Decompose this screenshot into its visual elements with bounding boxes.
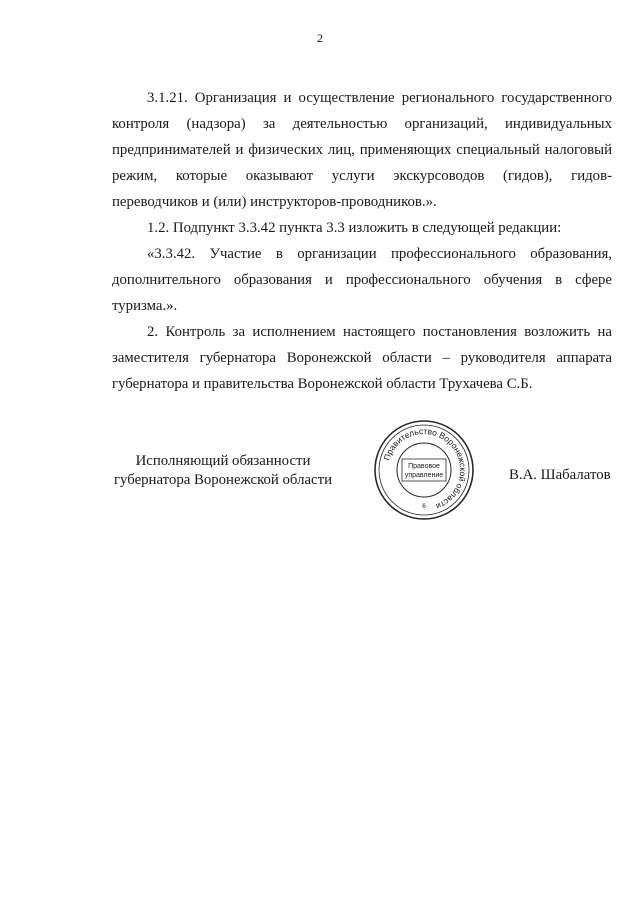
- body-line: 1.2. Подпункт 3.3.42 пункта 3.3 изложить в следующей редакции:: [147, 220, 562, 236]
- signatory-position: [108, 452, 338, 490]
- body-line: контроля (надзора) за деятельностью организаций, индивидуальных: [112, 116, 612, 132]
- stamp-center-line: управление: [404, 472, 444, 479]
- body-line: губернатора и правительства Воронежской области Трухачева С.Б.: [112, 376, 533, 392]
- stamp-number: 6: [422, 503, 426, 510]
- stamp-center-line: Правовое: [408, 463, 440, 470]
- body-line: «3.3.42. Участие в организации профессионального образования,: [147, 246, 612, 262]
- body-line: заместителя губернатора Воронежской области – руководителя аппарата: [112, 350, 612, 366]
- stamp-ring-text: Правительство Воронежской области: [381, 425, 469, 512]
- stamp-graphic: [369, 415, 479, 525]
- body-line: переводчиков и (или) инструкторов-проводников.».: [112, 194, 437, 210]
- official-stamp: [369, 415, 479, 525]
- page-number: 2: [317, 31, 323, 45]
- body-line: дополнительного образования и профессионального обучения в сфере: [112, 272, 612, 288]
- signatory-position-line: губернатора Воронежской области: [113, 472, 332, 488]
- body-line: 2. Контроль за исполнением настоящего постановления возложить на: [147, 324, 612, 340]
- body-line: предпринимателей и физических лиц, применяющих специальный налоговый: [112, 142, 612, 158]
- body-line: туризма.».: [112, 298, 178, 314]
- signatory-position-line: Исполняющий обязанности: [135, 453, 311, 469]
- body-line: 3.1.21. Организация и осуществление регионального государственного: [147, 90, 612, 106]
- signatory-name: В.А. Шабалатов: [509, 467, 611, 483]
- body-line: режим, которые оказывают услуги экскурсоводов (гидов), гидов-: [112, 168, 612, 184]
